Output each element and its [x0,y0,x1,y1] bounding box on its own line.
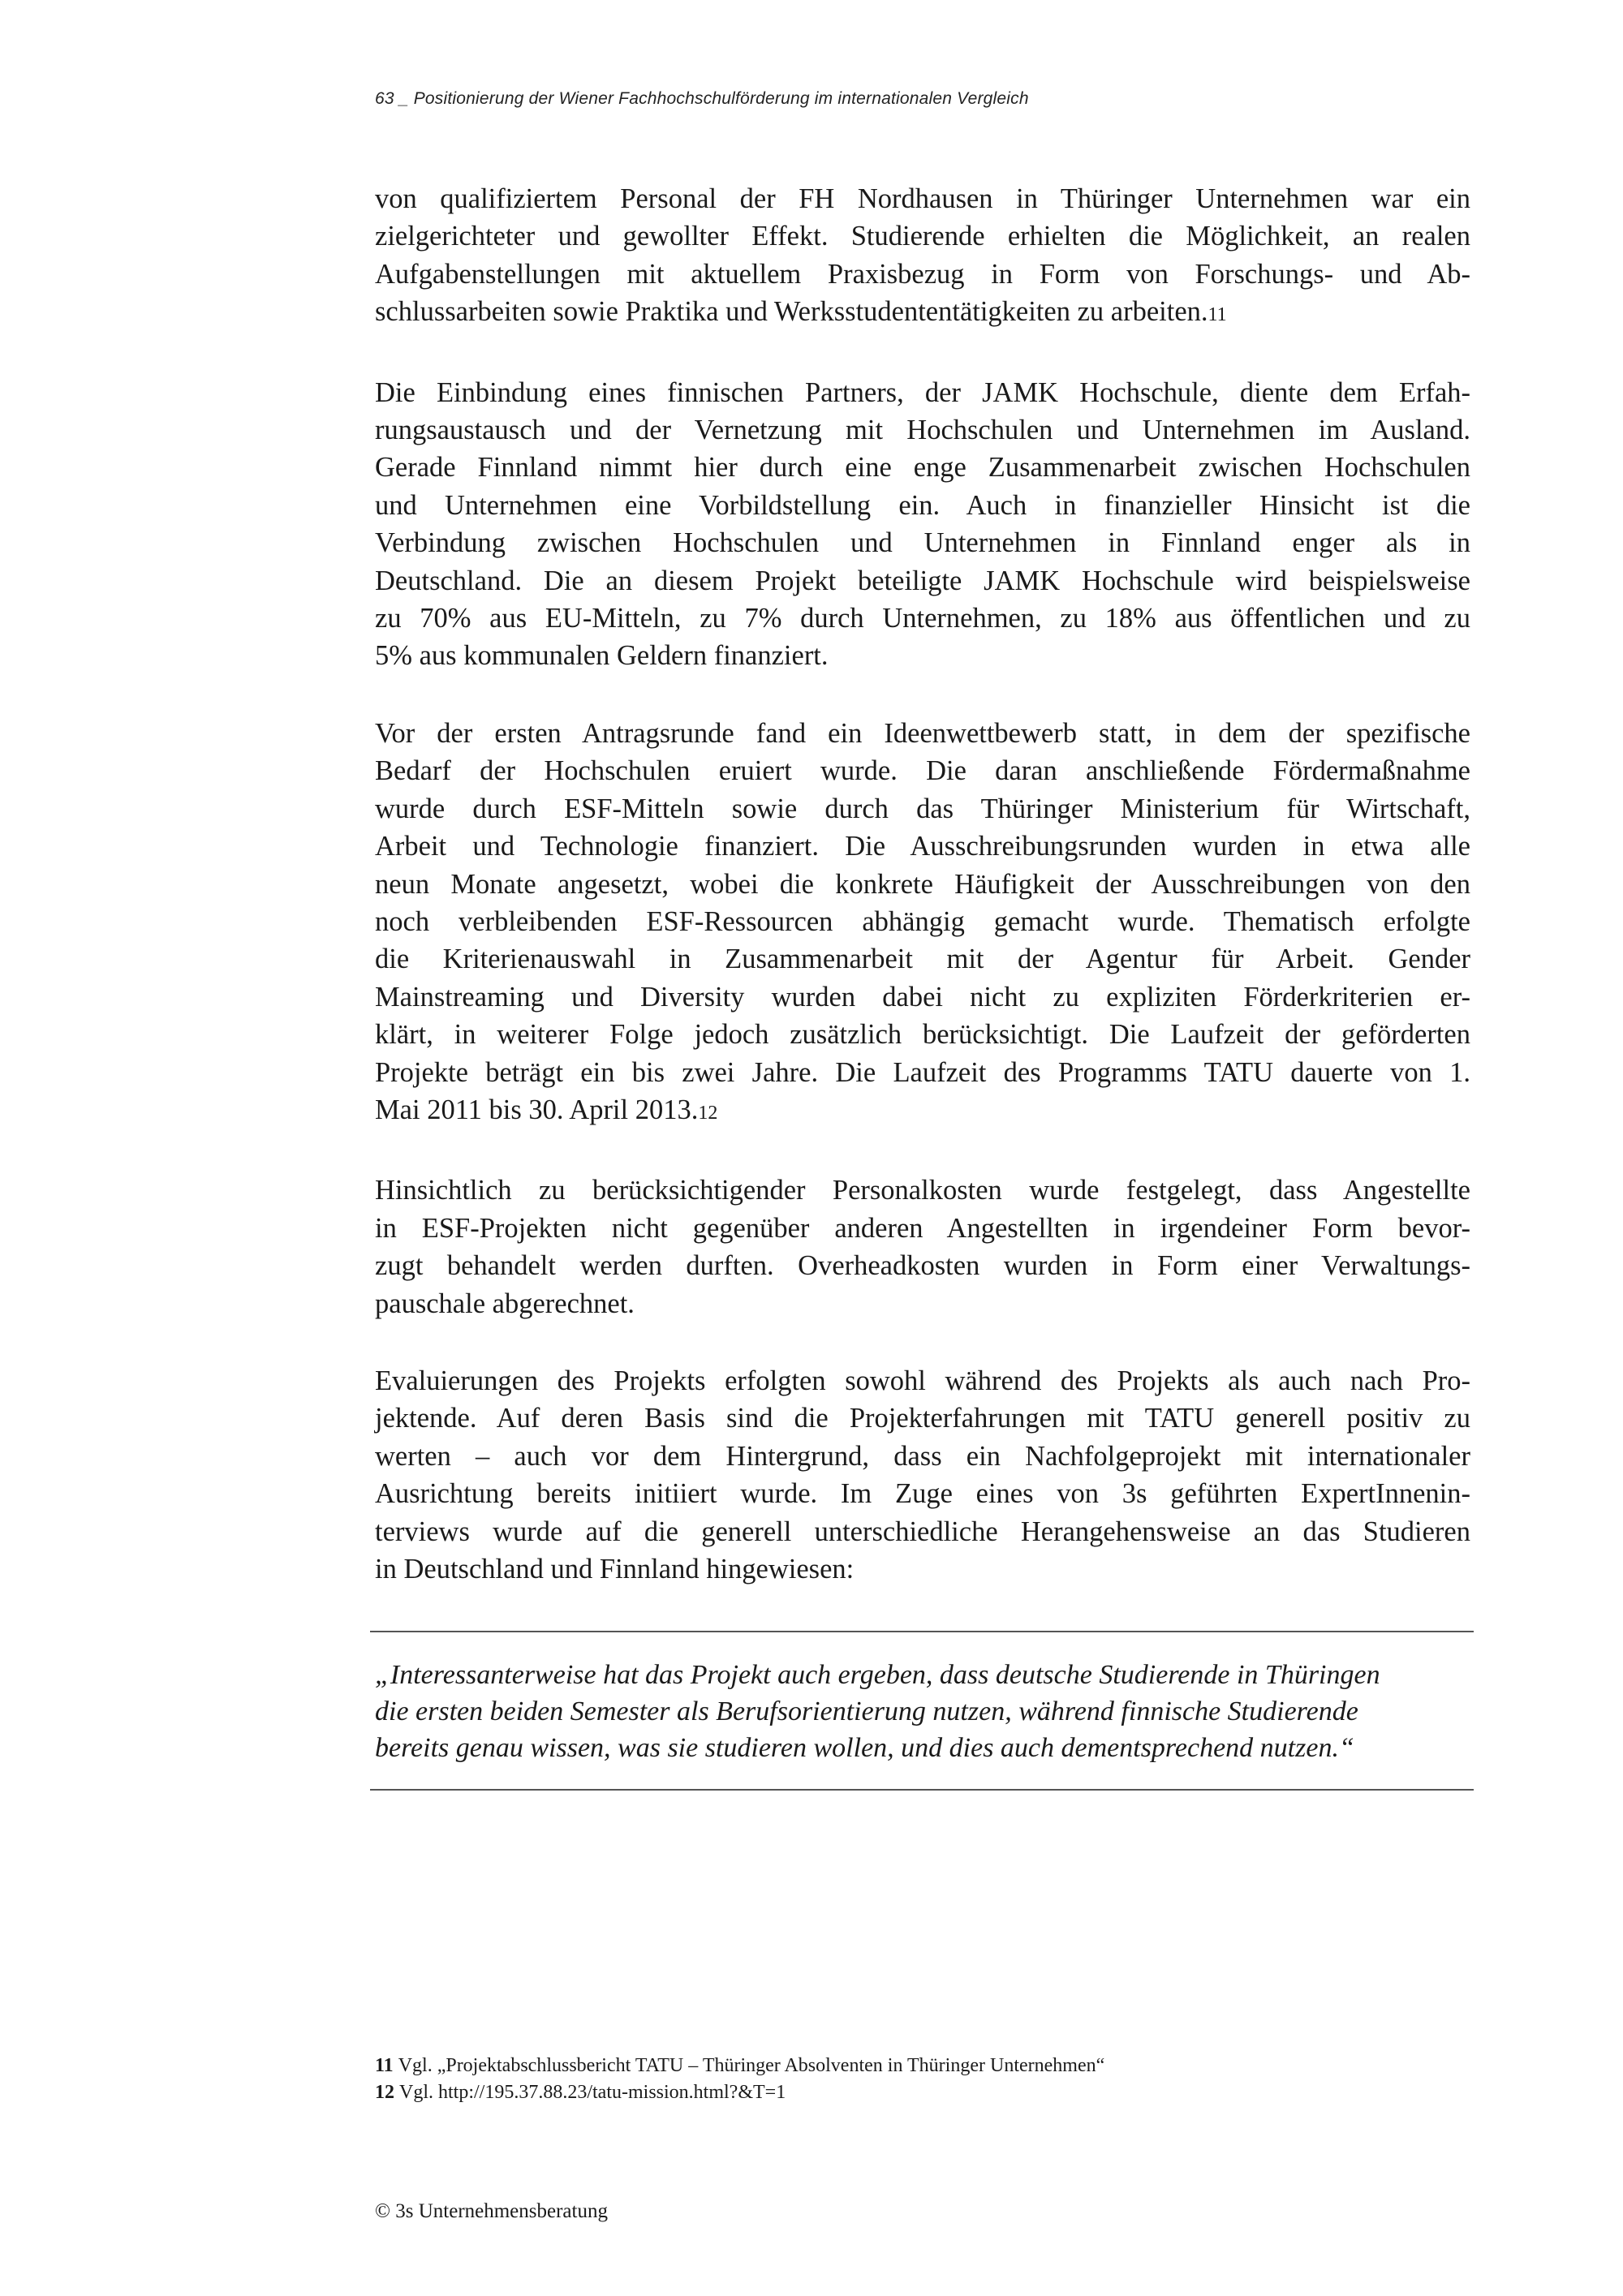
footnote-11 [375,2053,1104,2079]
footnotes [375,2053,1104,2106]
footnote-reference-11[interactable]: 11 [1208,304,1227,326]
block-quote [370,1631,1474,1791]
text-line: Vor der ersten Antragsrunde fand ein Ideenwettbewerb statt, in dem der spezifische [375,717,1470,749]
text-line: 5% aus kommunalen Geldern finanziert. [375,640,829,672]
text-line: jektende. Auf deren Basis sind die Projekterfahrungen mit TATU generell positiv zu [375,1403,1470,1434]
quote-line: bereits genau wissen, was sie studieren wollen, und dies auch dementsprechend nutzen.“ [375,1733,1354,1763]
text-line [375,293,1470,333]
text-line: neun Monate angesetzt, wobei die konkrete Häufigkeit der Ausschreibungen von den [375,868,1470,900]
footnote-number: 11 [375,2055,394,2076]
text-line: Projekte beträgt ein bis zwei Jahre. Die Laufzeit des Programms TATU dauerte von 1. [375,1056,1470,1088]
text-line: in ESF-Projekten nicht gegenüber anderen Angestellten in irgendeiner Form bevor- [375,1212,1470,1244]
body-text [375,180,1470,1627]
running-header: 63 _ Positionierung der Wiener Fachhochschulförderung im internationalen Vergleich [375,89,1029,108]
text-line: und Unternehmen eine Vorbildstellung ein. Auch in finanzieller Hinsicht ist die [375,489,1470,521]
text-line: Die Einbindung eines finnischen Partners, der JAMK Hochschule, diente dem Erfah- [375,376,1470,408]
text-line: Verbindung zwischen Hochschulen und Unternehmen in Finnland enger als in [375,527,1470,559]
paragraph-4 [375,1172,1470,1322]
text-line: wurde durch ESF-Mitteln sowie durch das Thüringer Ministerium für Wirtschaft, [375,793,1470,824]
text-line: Mainstreaming und Diversity wurden dabei nicht zu expliziten Förderkriterien er- [375,981,1470,1013]
text-line: werten – auch vor dem Hintergrund, dass ein Nachfolgeprojekt mit internationaler [375,1440,1470,1472]
text-line: die Kriterienauswahl in Zusammenarbeit mit der Agentur für Arbeit. Gender [375,944,1470,975]
text-line: in Deutschland und Finnland hingewiesen: [375,1554,855,1584]
quote-line: „Interessanterweise hat das Projekt auch ergeben, dass deutsche Studierende in Thüringen [375,1660,1380,1690]
text-line: Ausrichtung bereits initiiert wurde. Im Zuge eines von 3s geführten ExpertInnenin- [375,1478,1470,1510]
paragraph-3 [375,715,1470,1132]
text-line: terviews wurde auf die generell unterschiedliche Herangehensweise an das Studieren [375,1516,1470,1547]
text-line: von qualifiziertem Personal der FH Nordhausen in Thüringer Unternehmen war ein [375,183,1470,214]
text-line: Arbeit und Technologie finanziert. Die Ausschreibungsrunden wurden in etwa alle [375,831,1470,862]
paragraph-1 [375,180,1470,334]
page-footer: © 3s Unternehmensberatung [375,2200,608,2222]
text-line: zu 70% aus EU-Mitteln, zu 7% durch Unternehmen, zu 18% aus öffentlichen und zu [375,603,1470,634]
footnote-number: 12 [375,2082,394,2103]
text-line: rungsaustausch und der Vernetzung mit Hochschulen und Unternehmen im Ausland. [375,415,1470,446]
text-line [375,1091,1470,1132]
paragraph-5 [375,1362,1470,1588]
text-line: klärt, in weiterer Folge jedoch zusätzlich berücksichtigt. Die Laufzeit der geförderten [375,1019,1470,1051]
text-line: Deutschland. Die an diesem Projekt beteiligte JAMK Hochschule wird beispielsweise [375,565,1470,596]
text-line: Evaluierungen des Projekts erfolgten sowohl während des Projekts als auch nach Pro- [375,1365,1470,1396]
text-line: noch verbleibenden ESF-Ressourcen abhängig gemacht wurde. Thematisch erfolgte [375,905,1470,937]
text-line: Bedarf der Hochschulen eruiert wurde. Die daran anschließende Fördermaßnahme [375,755,1470,787]
text-line: zielgerichteter und gewollter Effekt. Studierende erhielten die Möglichkeit, an realen [375,221,1470,252]
footnote-reference-12[interactable]: 12 [698,1102,718,1124]
footnote-12 [375,2079,1104,2106]
paragraph-2 [375,374,1470,675]
text-line-content: schlussarbeiten sowie Praktika und Werksstudententätigkeiten zu arbeiten. [375,296,1208,328]
text-line: Hinsichtlich zu berücksichtigender Personalkosten wurde festgelegt, dass Angestellte [375,1175,1470,1206]
text-line: Gerade Finnland nimmt hier durch eine enge Zusammenarbeit zwischen Hochschulen [375,452,1470,484]
footnote-text[interactable]: Vgl. http://195.37.88.23/tatu-mission.html?&T=1 [399,2082,786,2103]
footnote-text: Vgl. „Projektabschlussbericht TATU – Thüringer Absolventen in Thüringer Unternehmen“ [398,2055,1105,2076]
text-line: Aufgabenstellungen mit aktuellem Praxisbezug in Form von Forschungs- und Ab- [375,258,1470,290]
text-line: pauschale abgerechnet. [375,1288,635,1319]
quote-line: die ersten beiden Semester als Berufsorientierung nutzen, während finnische Studierende [375,1696,1358,1726]
text-line: zugt behandelt werden durften. Overheadkosten wurden in Form einer Verwaltungs- [375,1250,1470,1282]
text-line-content: Mai 2011 bis 30. April 2013. [375,1094,699,1125]
